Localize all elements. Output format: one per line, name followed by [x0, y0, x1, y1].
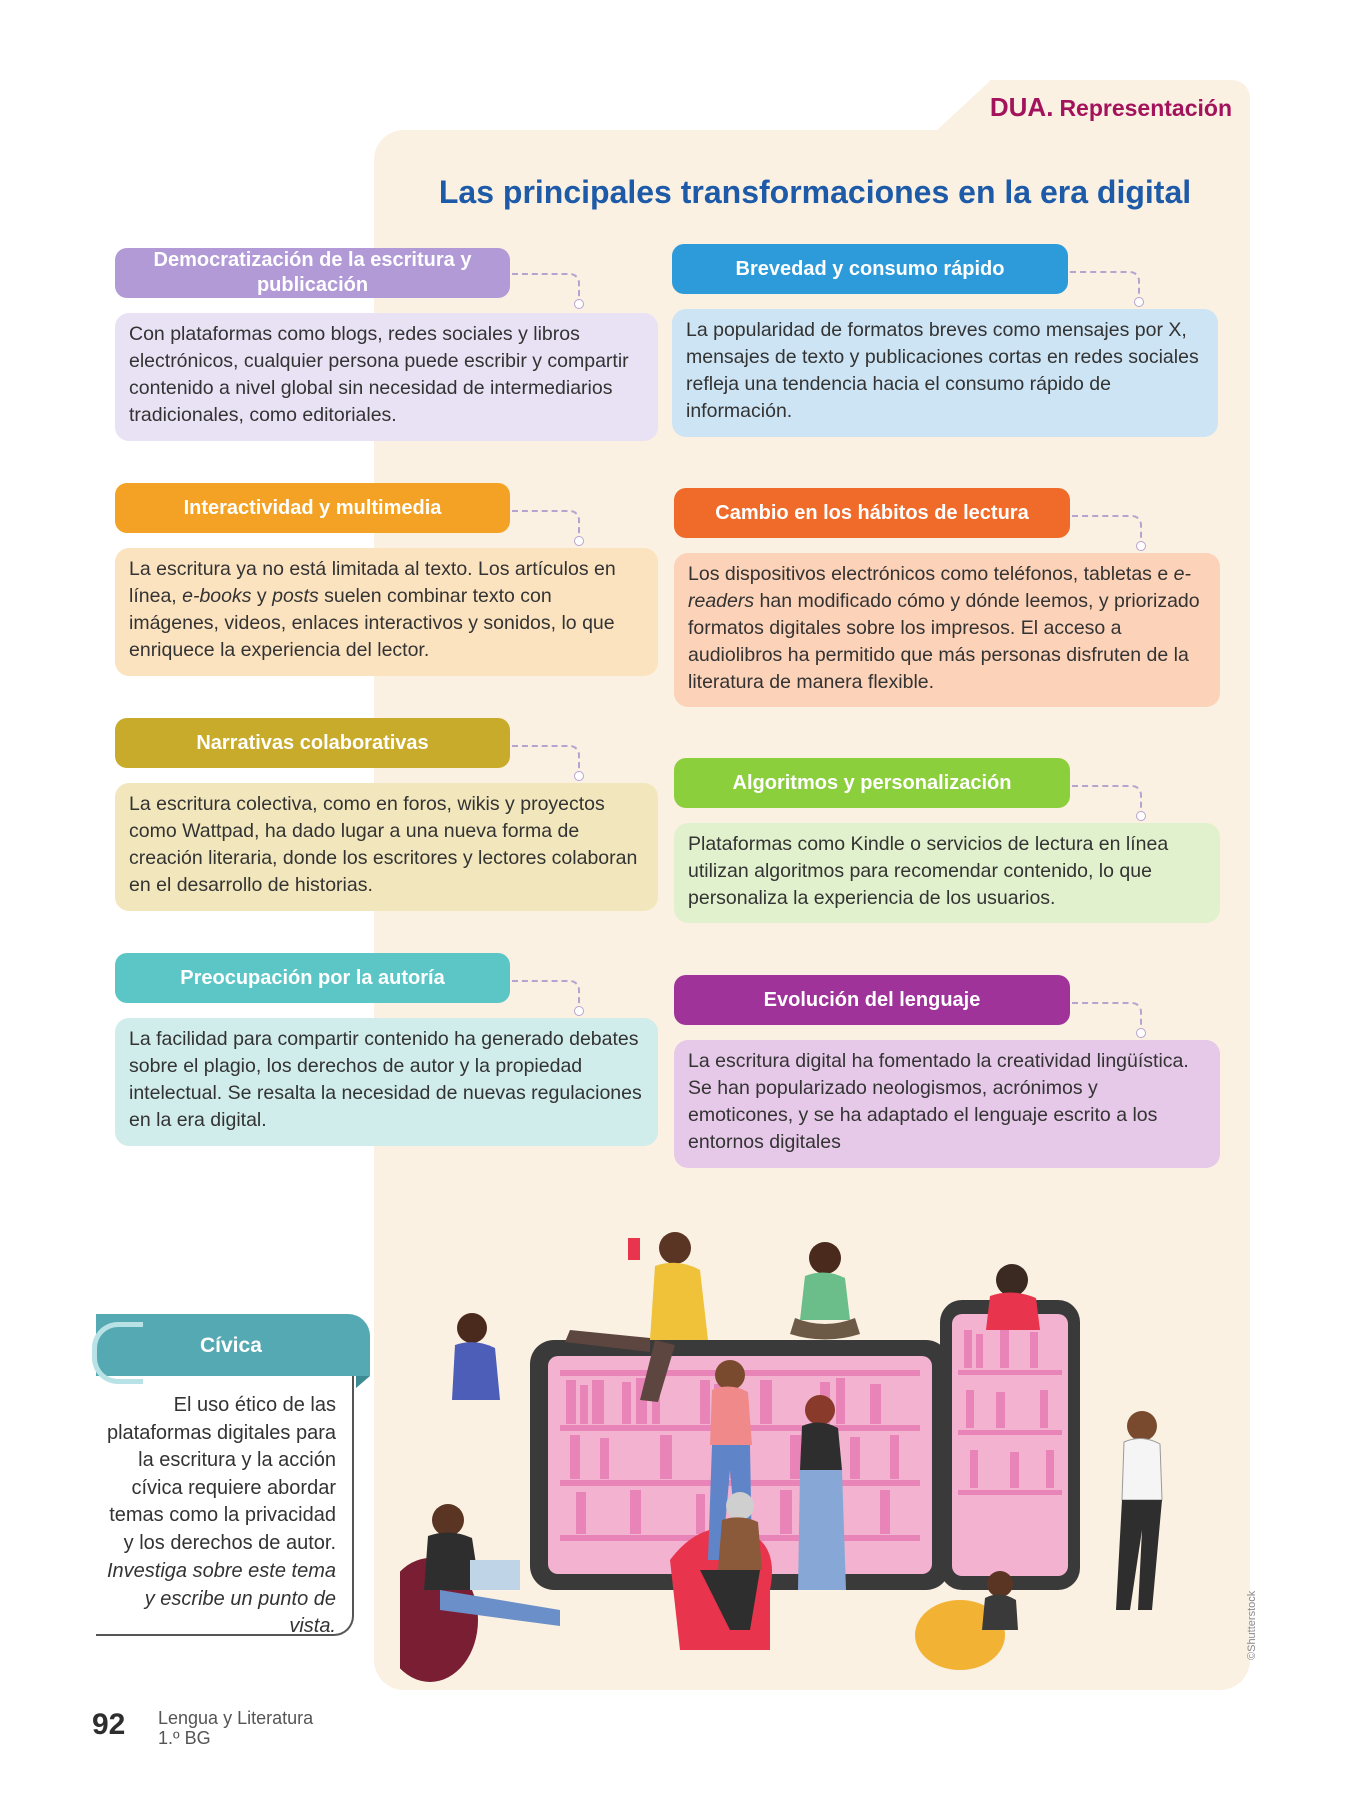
text-run-italic: posts — [272, 585, 319, 607]
card-title-autoria: Preocupación por la autoría — [115, 953, 510, 1003]
dua-tag — [990, 92, 1232, 123]
card-connector — [512, 273, 580, 303]
text-run: La escritura ya no está limitada al texto. Los artículos en línea, — [129, 558, 616, 607]
card-text-algoritmos: Plataformas como Kindle o servicios de lectura en línea utilizan algoritmos para recomendar contenido, lo que personaliza la experiencia de los usuarios. — [674, 823, 1220, 923]
card-connector — [512, 745, 580, 775]
person-leaning-right — [1116, 1411, 1162, 1610]
text-run: Los dispositivos electrónicos como teléfonos, tabletas e — [688, 563, 1174, 585]
card-title-interactividad: Interactividad y multimedia — [115, 483, 510, 533]
card-title-democratizacion: Democratización de la escritura y publicación — [115, 248, 510, 298]
dua-tag-main: DUA. — [989, 92, 1054, 122]
card-title-habitos: Cambio en los hábitos de lectura — [674, 488, 1070, 538]
page-number: 92 — [92, 1708, 126, 1741]
subject-grade: 1.º BG — [158, 1728, 211, 1748]
civica-activity: Investiga sobre este tema y escribe un punto de vista. — [106, 1560, 336, 1637]
dua-tag-sub: Representación — [1059, 95, 1232, 121]
subject-label — [158, 1708, 313, 1748]
text-run-italic: e-books — [182, 585, 252, 607]
card-text-habitos — [674, 553, 1220, 707]
civica-fold — [356, 1376, 370, 1388]
card-connector — [1072, 1002, 1142, 1032]
page-title: Las principales transformaciones en la era digital — [438, 174, 1192, 210]
civica-title: Cívica — [200, 1334, 262, 1357]
card-connector — [1070, 271, 1140, 301]
card-text-autoria: La facilidad para compartir contenido ha generado debates sobre el plagio, los derechos de autor y la propiedad intelectual. Se resalta la necesidad de nuevas regulaciones en la era digital. — [115, 1018, 658, 1146]
subject-name: Lengua y Literatura — [158, 1708, 314, 1728]
card-title-narrativas: Narrativas colaborativas — [115, 718, 510, 768]
card-title-lenguaje: Evolución del lenguaje — [674, 975, 1070, 1025]
card-text-lenguaje: La escritura digital ha fomentado la creatividad lingüística. Se han popularizado neologismos, acrónimos y emoticones, y se ha adaptado el lenguaje escrito a los entornos digitales — [674, 1040, 1220, 1168]
civica-text: El uso ético de las plataformas digitales para la escritura y la acción cívica requiere abordar temas como la privacidad y los derechos de autor. — [106, 1394, 336, 1554]
card-connector — [512, 980, 580, 1010]
text-run: han modificado cómo y dónde leemos, y priorizado formatos digitales sobre los impresos. El acceso a audiolibros ha permitido que más personas disfruten de la literatura de manera flexible. — [688, 590, 1200, 693]
reading-people-illustration — [400, 1230, 1230, 1690]
text-run: suelen combinar texto con imágenes, videos, enlaces interactivos y sonidos, lo que enriquece la experiencia del lector. — [129, 585, 615, 661]
card-title-brevedad: Brevedad y consumo rápido — [672, 244, 1068, 294]
person-sitting-middle — [790, 1242, 860, 1340]
civica-icon-arc — [92, 1322, 143, 1384]
card-text-narrativas: La escritura colectiva, como en foros, wikis y proyectos como Wattpad, ha dado lugar a una nueva forma de creación literaria, donde los escritores y lectores colaboran en el desarrollo de historias. — [115, 783, 658, 911]
text-run-italic: e-readers — [688, 563, 1191, 612]
card-connector — [1072, 785, 1142, 815]
card-text-interactividad — [115, 548, 658, 676]
text-run: y — [251, 585, 273, 607]
card-title-algoritmos: Algoritmos y personalización — [674, 758, 1070, 808]
card-connector — [1072, 515, 1142, 545]
dua-tab-corner — [935, 80, 991, 132]
person-leaning-left — [452, 1313, 500, 1400]
card-connector — [512, 510, 580, 540]
card-text-brevedad: La popularidad de formatos breves como mensajes por X, mensajes de texto y publicaciones cortas en redes sociales refleja una tendencia hacia el consumo rápido de información. — [672, 309, 1218, 437]
image-credit: ©Shutterstock — [1246, 1590, 1258, 1660]
card-text-democratizacion: Con plataformas como blogs, redes sociales y libros electrónicos, cualquier persona puede escribir y compartir contenido a nivel global sin necesidad de intermediarios tradicionales, como editoriales. — [115, 313, 658, 441]
person-phone-top — [986, 1264, 1040, 1330]
